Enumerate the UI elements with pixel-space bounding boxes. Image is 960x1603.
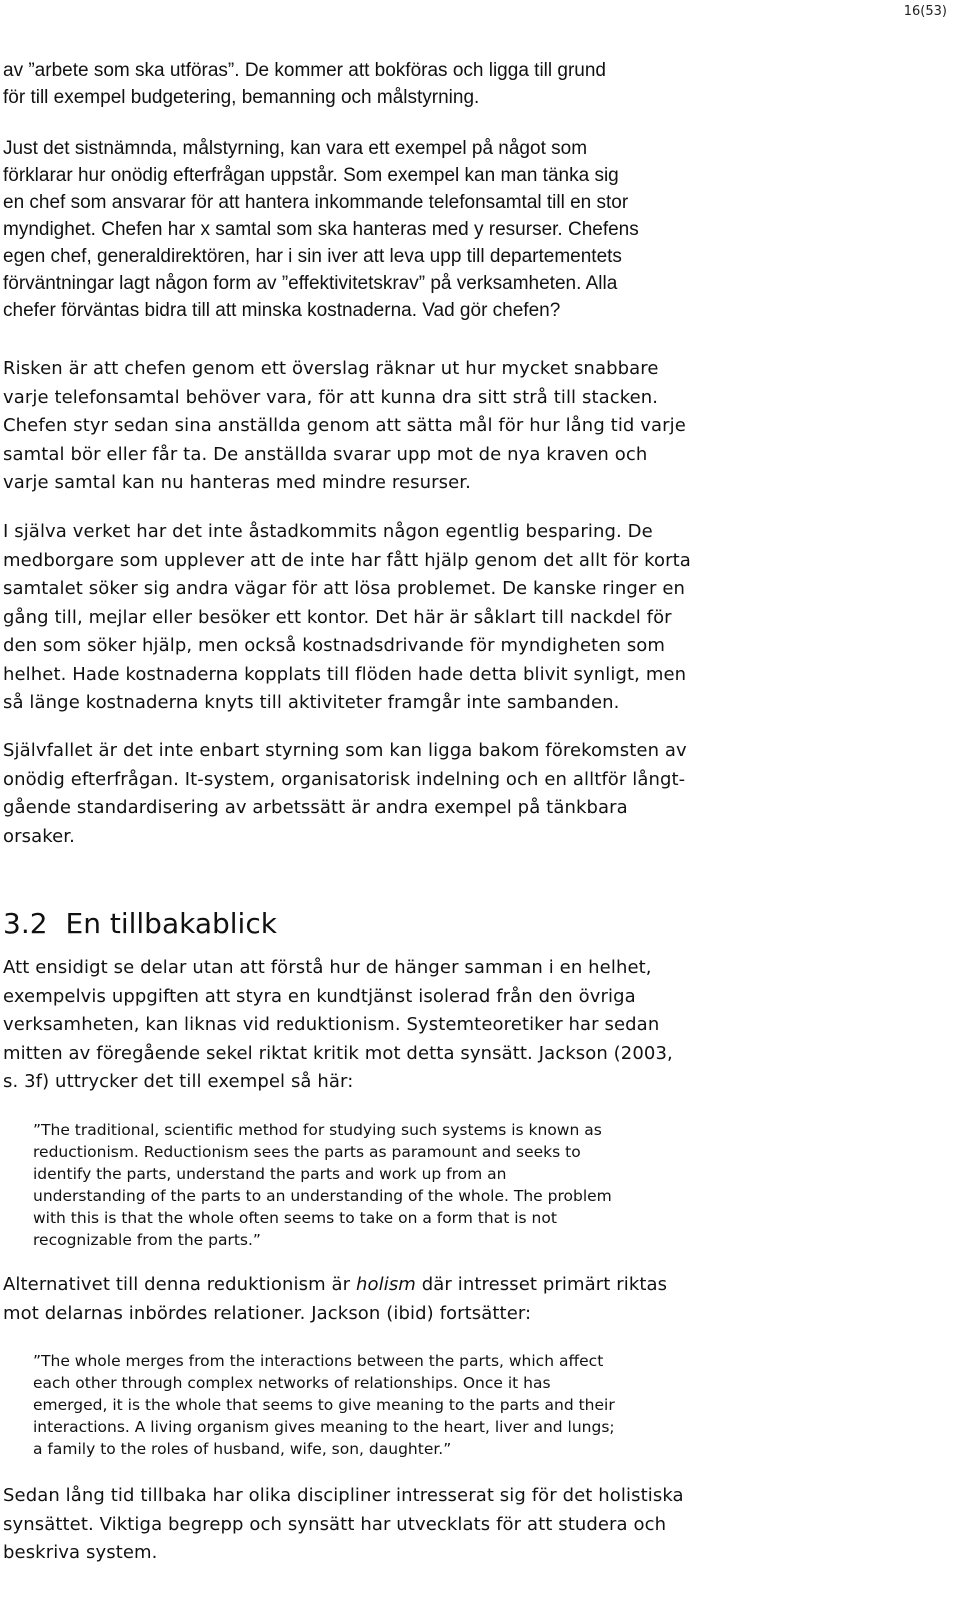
text-line: varje samtal kan nu hanteras med mindre resurser. (3, 472, 471, 493)
text-line: Att ensidigt se delar utan att förstå hur de hänger samman i en helhet, (3, 957, 652, 978)
text-line: Just det sistnämnda, målstyrning, kan vara ett exempel på något som (3, 138, 588, 159)
text-line: förklarar hur onödig efterfrågan uppstår. Som exempel kan man tänka sig (3, 165, 619, 186)
text-line: I själva verket har det inte åstadkommits någon egentlig besparing. De (3, 521, 653, 542)
text-line: mitten av föregående sekel riktat kritik mot detta synsätt. Jackson (2003, (3, 1042, 673, 1064)
text-line: Självfallet är det inte enbart styrning som kan ligga bakom förekomsten av (3, 740, 687, 761)
paragraph-att-ensidigt (3, 954, 943, 1097)
text-span: Chefens (567, 219, 639, 240)
text-line: egen chef, generaldirektören, har i sin iver att leva upp till departementets (3, 246, 622, 267)
text-line: för till exempel budgetering, bemanning och målstyrning. (3, 87, 480, 108)
text-line: Chefen styr sedan sina anställda genom att sätta mål för hur lång tid varje (3, 415, 686, 436)
quote-line: understanding of the parts to an understanding of the whole. The problem (33, 1187, 612, 1205)
paragraph-sedan (3, 1482, 943, 1568)
text-line: verksamheten, kan liknas vid reduktionism. Systemteoretiker har sedan (3, 1014, 660, 1035)
paragraph-intro (3, 57, 943, 111)
paragraph-risken (3, 355, 943, 498)
paragraph-sjalva-verket (3, 518, 943, 718)
text-line: Sedan lång tid tillbaka har olika discipliner intresserat sig för det holistiska (3, 1485, 684, 1506)
holism-term: holism (356, 1274, 416, 1295)
text-line: av ”arbete som ska utföras”. De kommer att bokföras och ligga till grund (3, 60, 606, 81)
text-line: beskriva system. (3, 1542, 158, 1563)
paragraph-malstyrning (3, 135, 943, 324)
text-line: gående standardisering av arbetssätt är andra exempel på tänkbara (3, 797, 628, 818)
quote-line: interactions. A living organism gives meaning to the heart, liver and lungs; (33, 1418, 615, 1436)
text-line: onödig efterfrågan. It-system, organisatorisk indelning och en alltför långt- (3, 768, 686, 790)
text-line: samtalet söker sig andra vägar för att lösa problemet. De kanske ringer en (3, 578, 686, 599)
quote-line: ”The whole merges from the interactions between the parts, which affect (33, 1352, 604, 1370)
text-span: Alternativet till denna reduktionism är (3, 1274, 356, 1295)
quote-line: ”The traditional, scientific method for studying such systems is known as (33, 1121, 602, 1139)
text-line: varje telefonsamtal behöver vara, för att kunna dra sitt strå till stacken. (3, 386, 659, 408)
text-line: s. 3f) uttrycker det till exempel så här: (3, 1071, 354, 1092)
text-line: den som söker hjälp, men också kostnadsdrivande för myndigheten som (3, 635, 666, 656)
text-line: Risken är att chefen genom ett överslag räknar ut hur mycket snabbare (3, 358, 659, 379)
quote-line: with this is that the whole often seems to take on a form that is not (33, 1209, 557, 1227)
block-quote-holism (33, 1350, 960, 1460)
text-line: förväntningar lagt någon form av ”effektivitetskrav” på verksamheten. Alla (3, 273, 618, 294)
page-number: 16(53) (903, 4, 947, 19)
text-line: exempelvis uppgiften att styra en kundtjänst isolerad från den övriga (3, 985, 636, 1007)
text-line: så länge kostnaderna knyts till aktiviteter framgår inte sambanden. (3, 692, 620, 713)
text-span: myndighet. Chefen har x samtal som ska hanteras med y resurser. (3, 219, 563, 240)
quote-line: reductionism. Reductionism sees the parts as paramount and seeks to (33, 1143, 581, 1161)
quote-line: identify the parts, understand the parts and work up from an (33, 1165, 507, 1183)
text-line: gång till, mejlar eller besöker ett kontor. Det här är såklart till nackdel för (3, 606, 672, 628)
quote-line: a family to the roles of husband, wife, son, daughter.” (33, 1440, 452, 1458)
paragraph-alternativet (3, 1271, 943, 1328)
quote-line: each other through complex networks of relationships. Once it has (33, 1374, 551, 1392)
text-line (3, 216, 943, 243)
text-line: en chef som ansvarar för att hantera inkommande telefonsamtal till en stor (3, 192, 629, 213)
quote-line: recognizable from the parts.” (33, 1231, 261, 1249)
text-line: samtal bör eller får ta. De anställda svarar upp mot de nya kraven och (3, 443, 648, 465)
text-line: orsaker. (3, 825, 75, 847)
text-line: mot delarnas inbördes relationer. Jackson (ibid) fortsätter: (3, 1302, 532, 1324)
text-line: medborgare som upplever att de inte har fått hjälp genom det allt för korta (3, 549, 691, 571)
block-quote-reductionism (33, 1119, 960, 1251)
text-line: chefer förväntas bidra till att minska kostnaderna. Vad gör chefen? (3, 300, 561, 321)
quote-line: emerged, it is the whole that seems to give meaning to the parts and their (33, 1396, 615, 1414)
section-heading (3, 906, 943, 942)
paragraph-sjalvfallet (3, 737, 943, 851)
text-span: där intresset primärt riktas (415, 1274, 668, 1295)
text-line: synsättet. Viktiga begrepp och synsätt har utvecklats för att studera och (3, 1513, 667, 1535)
section-title: En tillbakablick (65, 907, 277, 940)
text-line: helhet. Hade kostnaderna kopplats till flöden hade detta blivit synligt, men (3, 663, 687, 685)
section-number: 3.2 (3, 907, 48, 940)
text-line (3, 1271, 943, 1300)
